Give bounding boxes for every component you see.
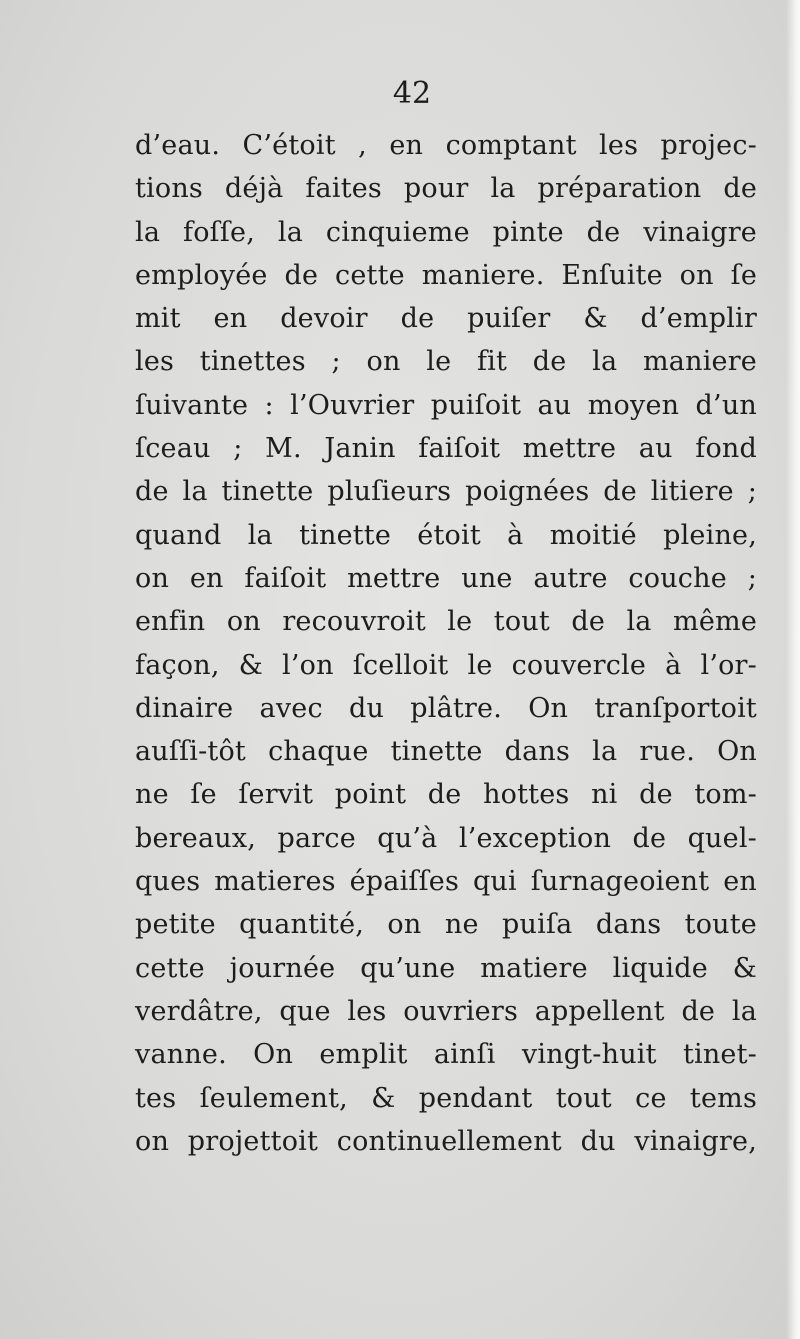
text-line: on projettoit continuellement du vinaigre, [135, 1125, 757, 1157]
text-line: ſuivante : l’Ouvrier puiſoit au moyen d’un [135, 389, 757, 421]
text-line: tes ſeulement, & pendant tout ce tems [135, 1082, 757, 1114]
text-line: ne ſe ſervit point de hottes ni de tom- [135, 779, 757, 811]
text-line: verdâtre, que les ouvriers appellent de la [135, 995, 757, 1027]
text-line: façon, & l’on ſcelloit le couvercle à l’or- [135, 649, 757, 681]
text-line: petite quantité, on ne puiſa dans toute [135, 909, 757, 941]
text-line: d’eau. C’étoit , en comptant les projec- [135, 130, 757, 161]
text-line: employée de cette maniere. Enſuite on ſe [135, 259, 757, 291]
text-line: auſſi-tôt chaque tinette dans la rue. On [135, 736, 757, 768]
text-line: dinaire avec du plâtre. On tranſportoit [135, 692, 757, 724]
text-line: on en faiſoit mettre une autre couche ; [135, 562, 757, 594]
text-line: ſceau ; M. Janin faiſoit mettre au fond [135, 433, 757, 465]
body-text [135, 124, 757, 1163]
text-line: bereaux, parce qu’à l’exception de quel- [135, 822, 757, 854]
text-line: mit en devoir de puiſer & d’emplir [135, 303, 757, 335]
text-line: enfin on recouvroit le tout de la même [135, 606, 757, 638]
page-edge [786, 0, 800, 1339]
text-line: tions déjà faites pour la préparation de [135, 173, 757, 205]
text-line: la foſſe, la cinquieme pinte de vinaigre [135, 216, 757, 248]
text-line: ques matieres épaiſſes qui ſurnageoient en [135, 866, 757, 898]
text-line: cette journée qu’une matiere liquide & [135, 952, 757, 984]
text-line: les tinettes ; on le fit de la maniere [135, 346, 757, 378]
text-line: quand la tinette étoit à moitié pleine, [135, 519, 757, 551]
text-line: vanne. On emplit ainſi vingt-huit tinet- [135, 1039, 757, 1071]
text-line: de la tinette pluſieurs poignées de litiere ; [135, 476, 757, 508]
page-number: 42 [392, 76, 432, 111]
